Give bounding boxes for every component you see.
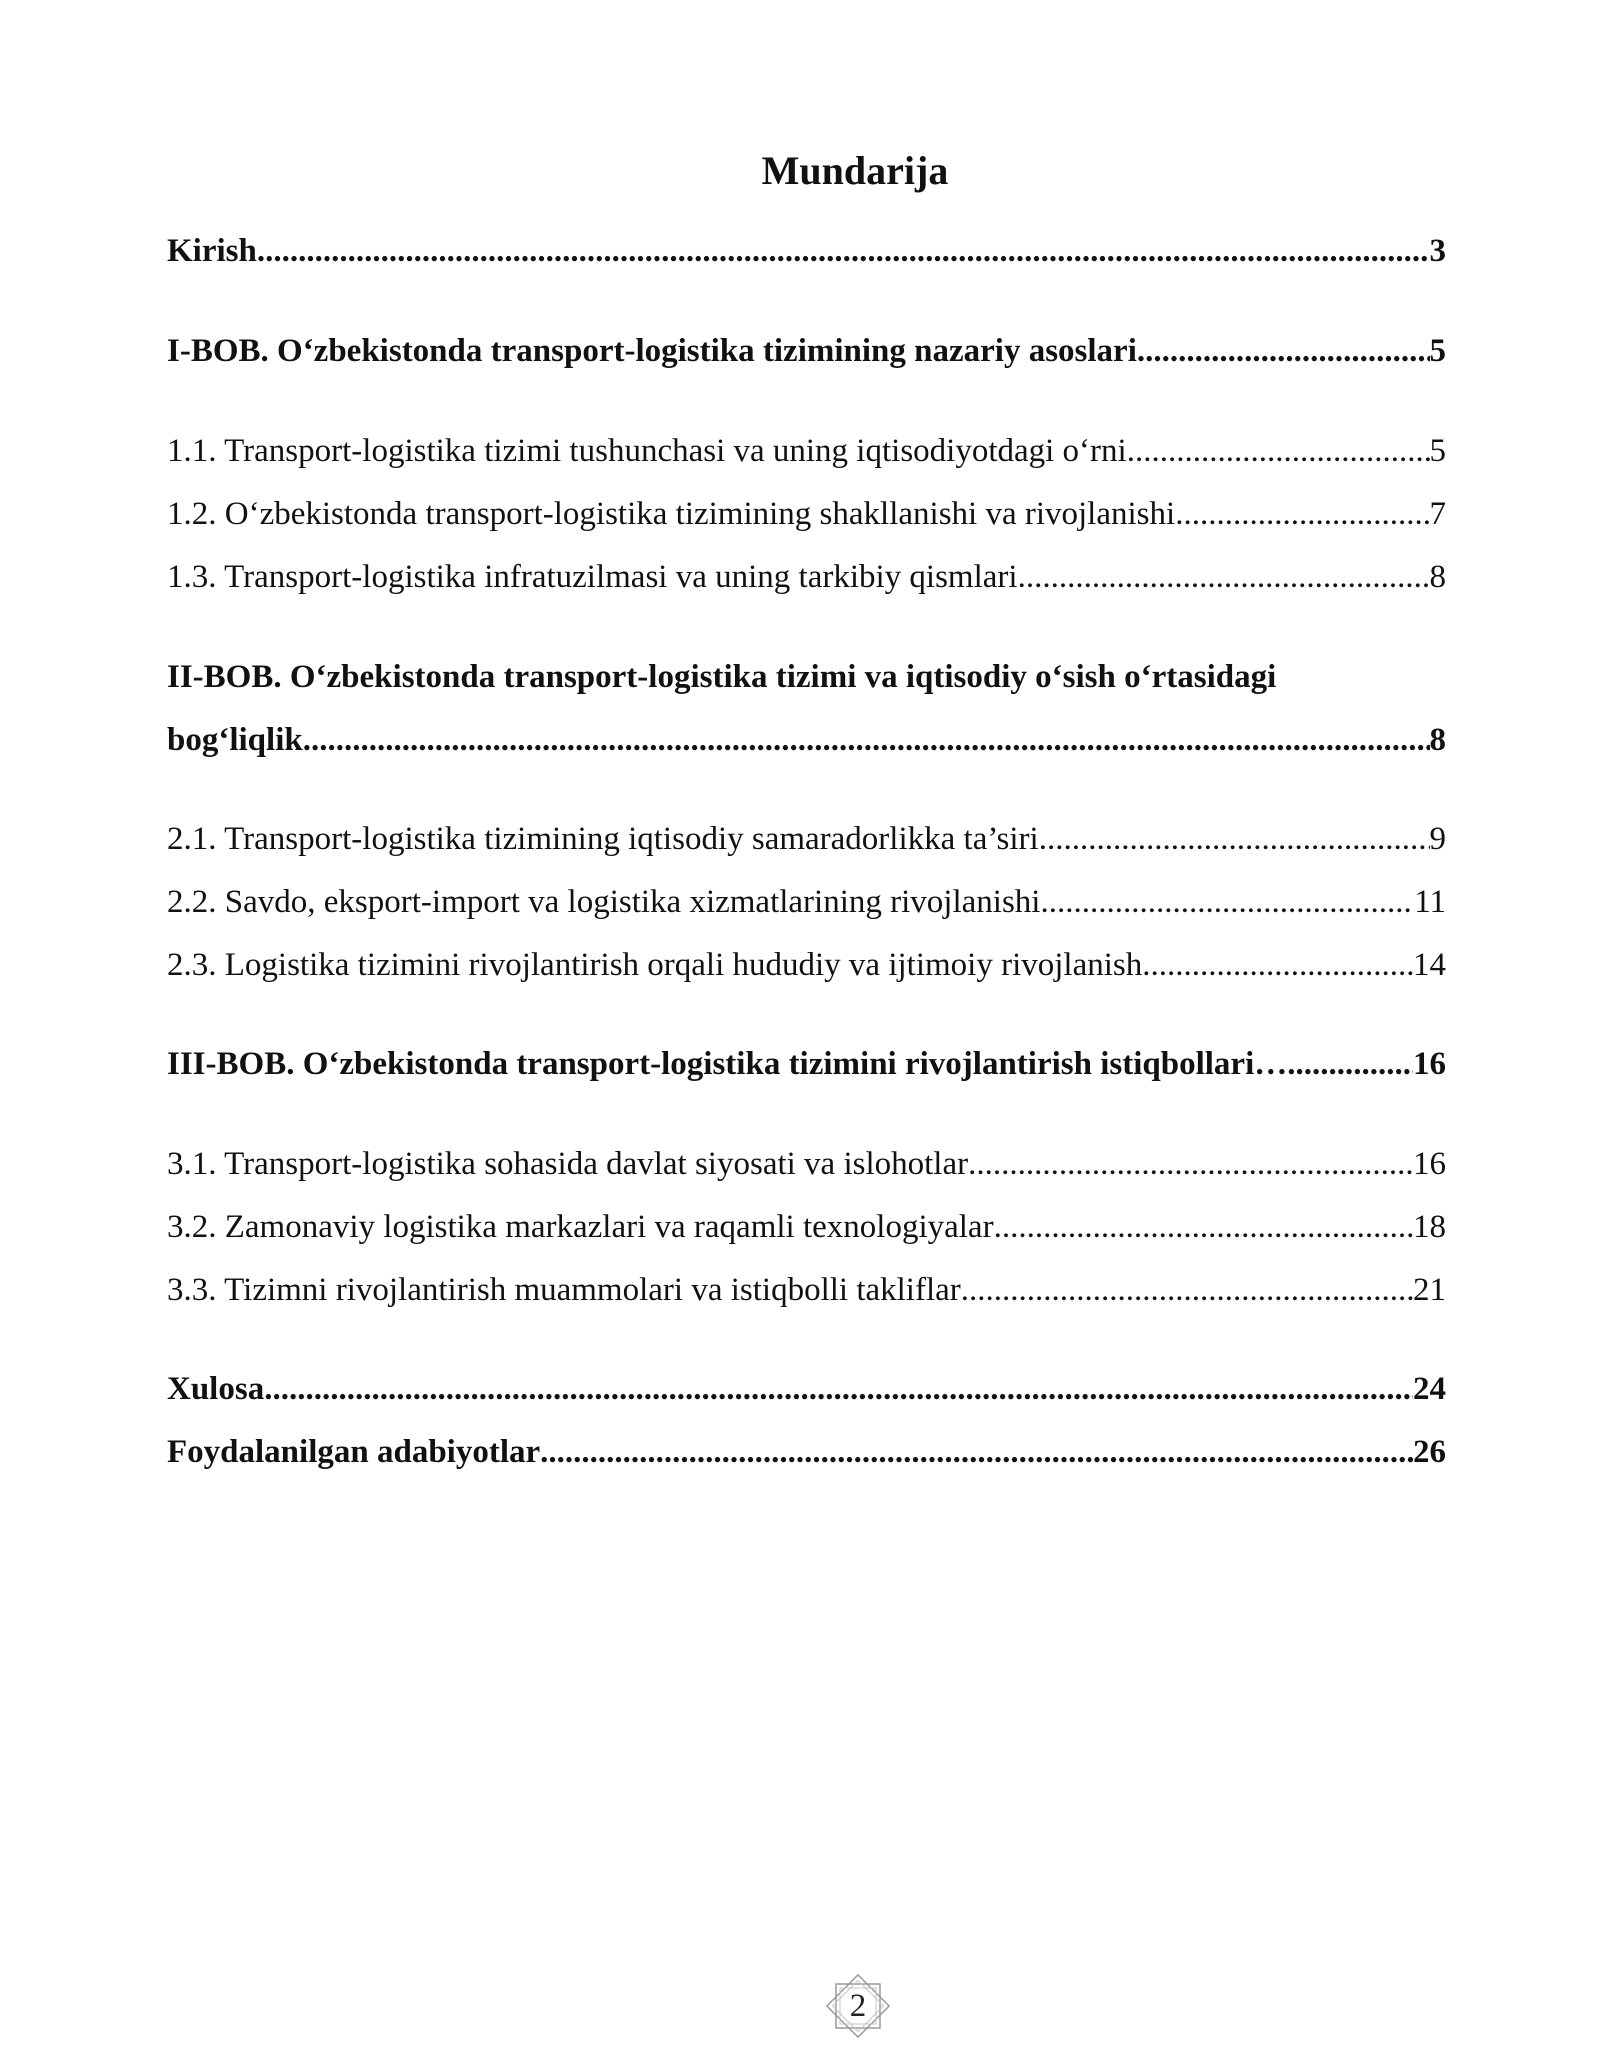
leader-dots (1175, 489, 1429, 539)
leader-dots (1040, 877, 1414, 927)
toc-entry-label: 2.3. Logistika tizimini rivojlantirish orqali hududiy va ijtimoiy rivojlanish (167, 947, 1143, 983)
leader-dots (961, 1265, 1413, 1315)
toc-entry-chapter-2[interactable] (167, 646, 1446, 772)
toc-entry-page: 11 (1414, 884, 1446, 920)
leader-dots (968, 1139, 1413, 1189)
leader-dots (1018, 552, 1430, 602)
toc-entry-label: 3.3. Tizimni rivojlantirish muammolari va istiqbolli takliflar (167, 1272, 961, 1308)
leader-dots (1142, 940, 1413, 990)
toc-entry-page: 5 (1429, 433, 1446, 469)
leader-dots (257, 226, 1430, 276)
toc-entry-page: 21 (1413, 1272, 1446, 1308)
toc-entry-label: I-BOB. O‘zbekistonda transport-logistika tizimining nazariy asoslari (167, 333, 1137, 369)
toc-entry-label: 2.1. Transport-logistika tizimining iqtisodiy samaradorlikka ta’siri (167, 821, 1039, 857)
toc-entry-adabiyotlar[interactable] (167, 1427, 1446, 1477)
toc-entry-label: Xulosa (167, 1371, 265, 1407)
toc-entry-label: Foydalanilgan adabiyotlar (167, 1434, 541, 1470)
toc-entry-2-3[interactable] (167, 940, 1446, 990)
toc-entry-1-2[interactable] (167, 489, 1446, 539)
toc-entry-label: 3.1. Transport-logistika sohasida davlat siyosati va islohotlar (167, 1146, 969, 1182)
leader-dots (994, 1202, 1413, 1252)
page-title: Mundarija (761, 148, 949, 193)
toc-entry-2-1[interactable] (167, 814, 1446, 864)
toc-entry-label: 2.2. Savdo, eksport-import va logistika xizmatlarining rivojlanishi (167, 884, 1041, 920)
toc-entry-page: 24 (1413, 1371, 1446, 1407)
toc-entry-label: 3.2. Zamonaviy logistika markazlari va raqamli texnologiyalar (167, 1209, 994, 1245)
toc-entry-chapter-1[interactable] (167, 326, 1446, 376)
toc-entry-page: 14 (1413, 947, 1446, 983)
toc-entry-kirish[interactable] (167, 226, 1446, 276)
toc-entry-page: 3 (1429, 233, 1446, 269)
toc-entry-page: 7 (1429, 496, 1446, 532)
leader-dots (303, 709, 1430, 772)
toc-entry-3-3[interactable] (167, 1265, 1446, 1315)
toc-entry-label: Kirish (167, 233, 257, 269)
toc-entry-1-3[interactable] (167, 552, 1446, 602)
toc-entry-label: III-BOB. O‘zbekistonda transport-logistika tizimini rivojlantirish istiqbollari… (167, 1046, 1288, 1082)
toc-entry-page: 16 (1413, 1046, 1446, 1082)
toc-entry-label: 1.1. Transport-logistika tizimi tushunchasi va uning iqtisodiyotdagi o‘rni (167, 433, 1127, 469)
toc-entry-1-1[interactable] (167, 426, 1446, 476)
leader-dots (1287, 1039, 1413, 1089)
toc-entry-label-continued: bog‘liqlik (167, 722, 303, 758)
toc-entry-page: 9 (1429, 821, 1446, 857)
toc-entry-label: II-BOB. O‘zbekistonda transport-logistika tizimi va iqtisodiy o‘sish o‘rtasidagi (167, 659, 1277, 695)
toc-entry-page: 26 (1413, 1434, 1446, 1470)
toc-entry-page: 8 (1429, 559, 1446, 595)
toc-entry-page: 18 (1413, 1209, 1446, 1245)
leader-dots (264, 1364, 1413, 1414)
toc-entry-label: 1.2. O‘zbekistonda transport-logistika tizimining shakllanishi va rivojlanishi (167, 496, 1176, 532)
page-number-badge (818, 1966, 898, 2046)
page-number: 2 (849, 1988, 867, 2024)
toc-entry-3-2[interactable] (167, 1202, 1446, 1252)
leader-dots (1137, 326, 1430, 376)
toc-entry-3-1[interactable] (167, 1139, 1446, 1189)
leader-dots (540, 1427, 1413, 1477)
toc-entry-page: 8 (1429, 722, 1446, 758)
toc-entry-xulosa[interactable] (167, 1364, 1446, 1414)
toc-entry-page: 5 (1429, 333, 1446, 369)
leader-dots (1039, 814, 1430, 864)
toc-entry-chapter-3[interactable] (167, 1039, 1446, 1089)
leader-dots (1127, 426, 1430, 476)
toc-entry-label: 1.3. Transport-logistika infratuzilmasi va uning tarkibiy qismlari (167, 559, 1018, 595)
toc-entry-2-2[interactable] (167, 877, 1446, 927)
toc-entry-page: 16 (1413, 1146, 1446, 1182)
